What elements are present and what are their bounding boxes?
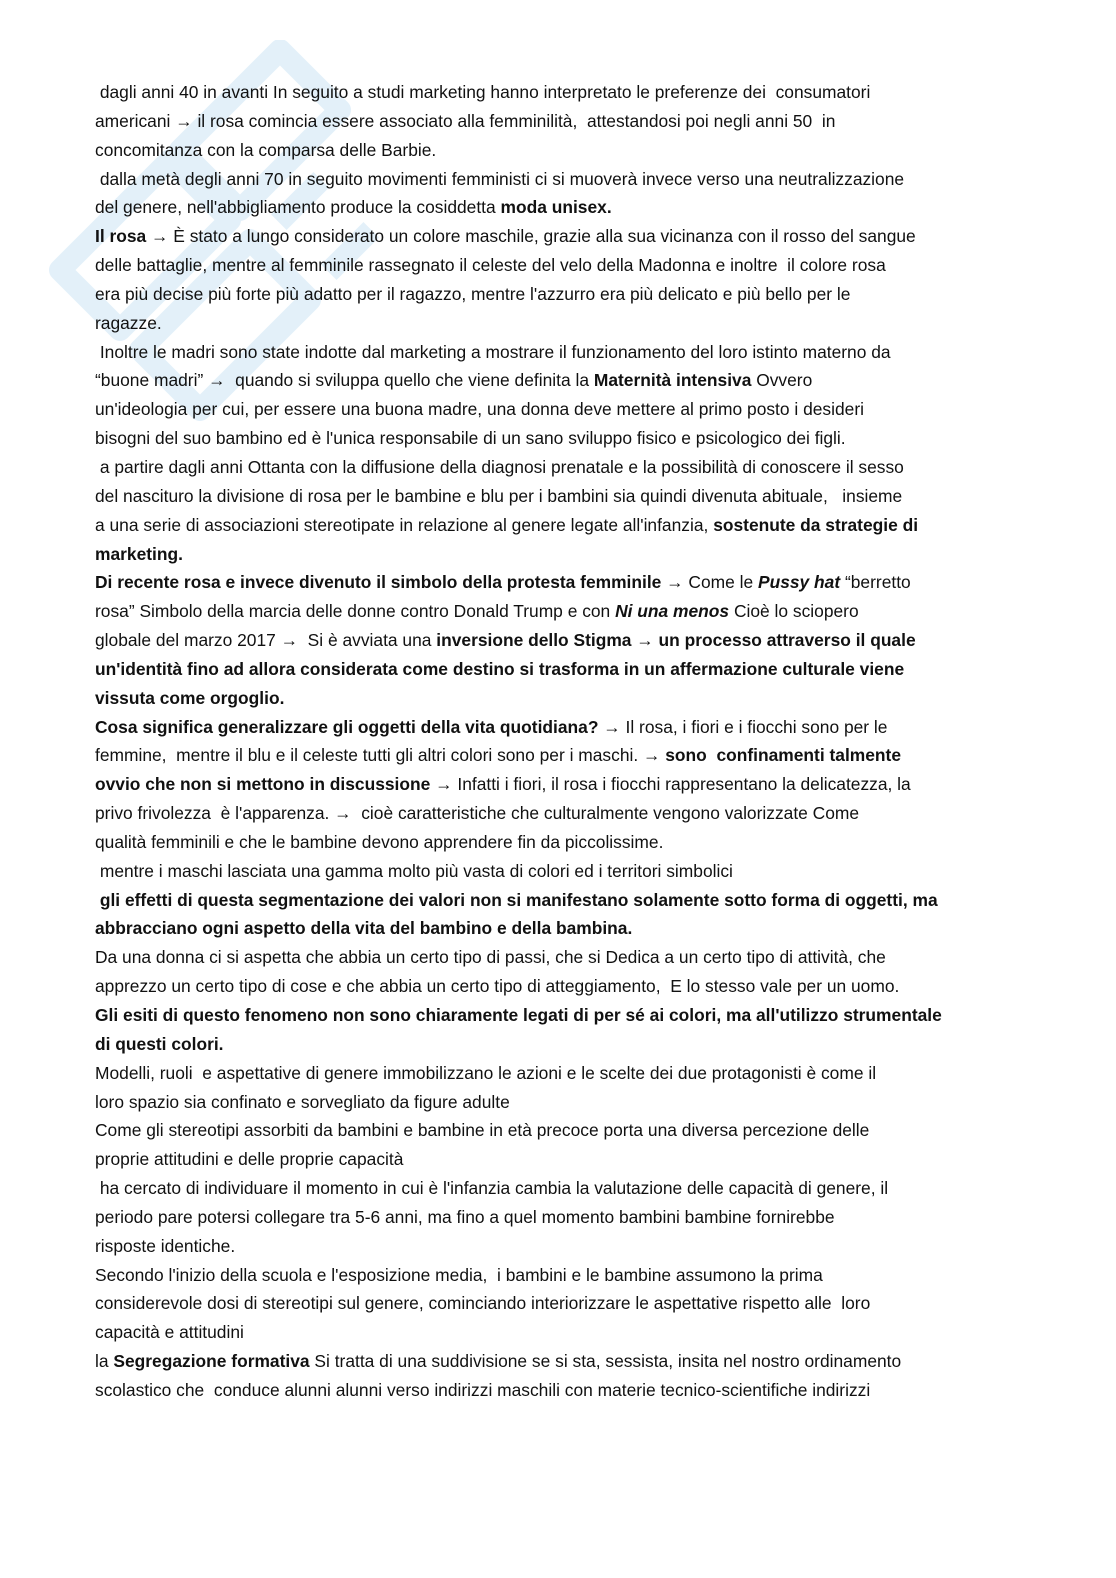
body-text: dalla metà degli anni 70 in seguito movimenti femministi ci si muoverà invece verso una neutralizzazione xyxy=(95,168,905,189)
text-line xyxy=(95,972,983,1001)
body-text: privo frivolezza è l'apparenza. → cioè caratteristiche che culturalmente vengono valorizzate Come xyxy=(95,803,860,824)
text-line xyxy=(95,424,983,453)
body-text: È stato a lungo considerato un colore maschile, grazie alla sua vicinanza con il rosso del sangue xyxy=(173,226,916,247)
text-line xyxy=(95,1232,983,1261)
emphasized-text: sono confinamenti talmente xyxy=(665,745,902,766)
text-line xyxy=(95,684,983,713)
body-text: Secondo l'inizio della scuola e l'esposizione media, i bambini e le bambine assumono la prima xyxy=(95,1264,823,1285)
text-line xyxy=(95,568,983,597)
body-text: considerevole dosi di stereotipi sul genere, cominciando interiorizzare le aspettative rispetto alle loro xyxy=(95,1293,871,1314)
body-text: scolastico che conduce alunni alunni verso indirizzi maschili con materie tecnico-scientifiche indirizzi xyxy=(95,1379,871,1400)
body-text: ha cercato di individuare il momento in cui è l'infanzia cambia la valutazione delle capacità di genere, il xyxy=(95,1178,889,1199)
body-text: rosa” Simbolo della marcia delle donne contro Donald Trump e con xyxy=(95,601,616,622)
body-text: Modelli, ruoli e aspettative di genere immobilizzano le azioni e le scelte dei due protagonisti è come il xyxy=(95,1062,877,1083)
body-text: americani → il rosa comincia essere associato alla femminilità, attestandosi poi negli anni 50 in xyxy=(95,110,836,131)
text-line xyxy=(95,1001,983,1030)
body-text: Infatti i fiori, il rosa i fiocchi rappresentano la delicatezza, la xyxy=(457,774,911,795)
body-text: a una serie di associazioni stereotipate in relazione al genere legate all'infanzia, xyxy=(95,514,714,535)
emphasized-text: inversione dello Stigma → un processo attraverso il quale xyxy=(436,630,916,651)
text-line xyxy=(95,395,983,424)
text-line xyxy=(95,1059,983,1088)
text-line xyxy=(95,1261,983,1290)
emphasized-text: di questi colori. xyxy=(95,1033,224,1054)
body-text: ragazze. xyxy=(95,312,162,333)
body-text: Come le xyxy=(688,572,758,593)
emphasized-text: Di recente rosa e invece divenuto il simbolo della protesta femminile → xyxy=(95,572,689,593)
emphasized-text: ovvio che non si mettono in discussione → xyxy=(95,774,458,795)
body-text: Come gli stereotipi assorbiti da bambini e bambine in età precoce porta una diversa percezione delle xyxy=(95,1120,870,1141)
emphasized-text: Gli esiti di questo fenomeno non sono chiaramente legati di per sé ai colori, ma all'utilizzo strumentale xyxy=(95,1005,942,1025)
body-text: “buone madri” → quando si sviluppa quello che viene definita la xyxy=(95,370,594,391)
emphasized-text: moda unisex. xyxy=(500,197,612,218)
text-line xyxy=(95,309,983,338)
text-line xyxy=(95,943,983,972)
text-line xyxy=(95,1030,983,1059)
emphasized-text: vissuta come orgoglio. xyxy=(95,687,285,708)
body-text: loro spazio sia confinato e sorvegliato da figure adulte xyxy=(95,1091,510,1112)
body-text: un'ideologia per cui, per essere una buona madre, una donna deve mettere al primo posto i desideri xyxy=(95,399,864,420)
text-line xyxy=(95,107,983,136)
body-text: delle battaglie, mentre al femminile rassegnato il celeste del velo della Madonna e inoltre il colore rosa xyxy=(95,255,886,276)
body-text: era più decise più forte più adatto per il ragazzo, mentre l'azzurro era più delicato e più bello per le xyxy=(95,283,851,304)
text-line xyxy=(95,1116,983,1145)
body-text: qualità femminili e che le bambine devono apprendere fin da piccolissime. xyxy=(95,831,664,852)
body-text: periodo pare potersi collegare tra 5-6 anni, ma fino a quel momento bambini bambine fornirebbe xyxy=(95,1206,835,1227)
text-line xyxy=(95,1174,983,1203)
text-line xyxy=(95,1347,983,1376)
body-text: Ovvero xyxy=(751,370,813,391)
text-line xyxy=(95,857,983,886)
text-line xyxy=(95,741,983,770)
text-line xyxy=(95,1203,983,1232)
text-line xyxy=(95,366,983,395)
body-text: del genere, nell'abbigliamento produce la cosiddetta xyxy=(95,197,501,218)
text-line xyxy=(95,1318,983,1347)
text-line xyxy=(95,540,983,569)
body-text: Si tratta di una suddivisione se si sta, sessista, insita nel nostro ordinamento xyxy=(309,1351,902,1372)
text-line xyxy=(95,655,983,684)
text-line xyxy=(95,280,983,309)
body-text: a partire dagli anni Ottanta con la diffusione della diagnosi prenatale e la possibilità di conoscere il sesso xyxy=(95,456,904,477)
emphasized-text: sostenute da strategie di xyxy=(713,514,919,535)
body-text: del nascituro la divisione di rosa per le bambine e blu per i bambini sia quindi divenuta abituale, insieme xyxy=(95,485,903,506)
body-text: capacità e attitudini xyxy=(95,1322,244,1343)
body-text: Cioè lo sciopero xyxy=(729,601,859,622)
body-text: globale del marzo 2017 → Si è avviata una xyxy=(95,630,437,651)
body-text: apprezzo un certo tipo di cose e che abbia un certo tipo di atteggiamento, E lo stesso vale per un uomo. xyxy=(95,976,900,997)
body-text: la xyxy=(95,1351,114,1372)
body-text: Inoltre le madri sono state indotte dal marketing a mostrare il funzionamento del loro istinto materno da xyxy=(95,341,891,362)
text-line xyxy=(95,1376,983,1405)
text-line xyxy=(95,338,983,367)
body-text: risposte identiche. xyxy=(95,1235,236,1256)
emphasized-text: Segregazione formativa xyxy=(113,1351,310,1372)
text-line xyxy=(95,597,983,626)
body-text: bisogni del suo bambino ed è l'unica responsabile di un sano sviluppo fisico e psicologico dei figli. xyxy=(95,428,846,449)
text-line xyxy=(95,1145,983,1174)
emphasized-text: Il rosa → xyxy=(95,226,174,247)
emphasized-text: gli effetti di questa segmentazione dei valori non si manifestano solamente sotto forma di oggetti, ma xyxy=(95,889,938,910)
body-text: femmine, mentre il blu e il celeste tutti gli altri colori sono per i maschi. → xyxy=(95,745,666,766)
text-line xyxy=(95,511,983,540)
text-line xyxy=(95,770,983,799)
body-text: proprie attitudini e delle proprie capacità xyxy=(95,1149,404,1170)
emphasized-text: marketing. xyxy=(95,543,183,564)
document-body xyxy=(95,78,983,1405)
body-text: concomitanza con la comparsa delle Barbie. xyxy=(95,139,437,160)
emphasized-text: Cosa significa generalizzare gli oggetti della vita quotidiana? → xyxy=(95,716,626,737)
emphasized-text: un'identità fino ad allora considerata come destino si trasforma in un affermazione culturale viene xyxy=(95,658,905,679)
body-text: dagli anni 40 in avanti In seguito a studi marketing hanno interpretato le preferenze dei consumatori xyxy=(95,82,871,102)
text-line xyxy=(95,165,983,194)
text-line xyxy=(95,482,983,511)
emphasized-text: Maternità intensiva xyxy=(593,370,752,391)
text-line xyxy=(95,453,983,482)
text-line xyxy=(95,193,983,222)
text-line xyxy=(95,222,983,251)
text-line xyxy=(95,828,983,857)
text-line xyxy=(95,886,983,915)
text-line xyxy=(95,78,983,107)
text-line xyxy=(95,251,983,280)
body-text: “berretto xyxy=(840,572,911,593)
text-line xyxy=(95,713,983,742)
body-text: Il rosa, i fiori e i fiocchi sono per le xyxy=(625,716,888,737)
text-line xyxy=(95,1289,983,1318)
body-text: Da una donna ci si aspetta che abbia un certo tipo di passi, che si Dedica a un certo tipo di attività, che xyxy=(95,947,886,968)
text-line xyxy=(95,136,983,165)
emphasized-text: abbracciano ogni aspetto della vita del bambino e della bambina. xyxy=(95,918,633,939)
emphasized-text: Pussy hat xyxy=(757,572,841,593)
text-line xyxy=(95,914,983,943)
text-line xyxy=(95,626,983,655)
emphasized-text: Ni una menos xyxy=(615,601,730,622)
body-text: mentre i maschi lasciata una gamma molto più vasta di colori ed i territori simbolici xyxy=(95,860,733,881)
text-line xyxy=(95,1088,983,1117)
text-line xyxy=(95,799,983,828)
